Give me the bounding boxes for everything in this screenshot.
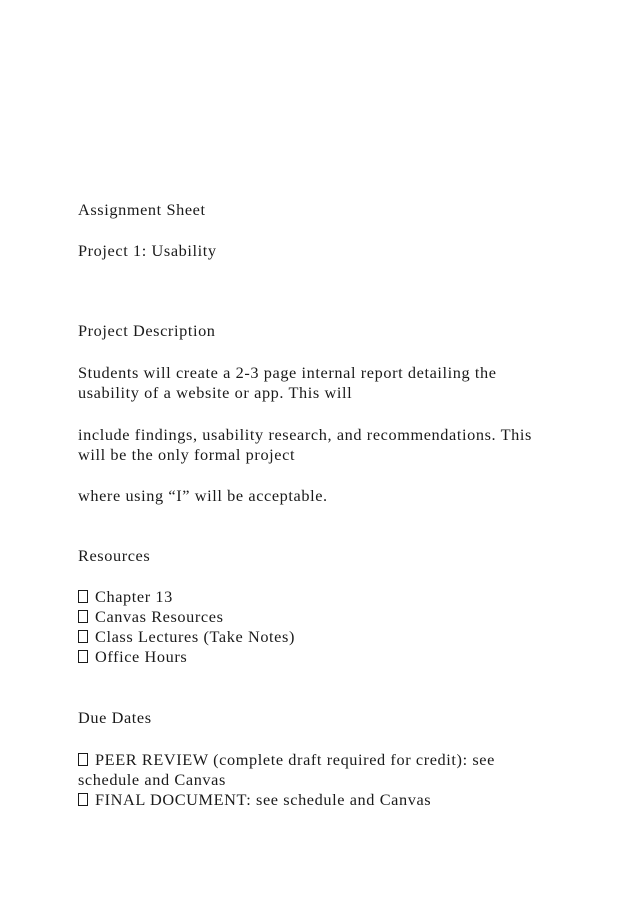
project-title: Project 1: Usability (78, 241, 217, 260)
due-date-item-label: FINAL DOCUMENT: see schedule and Canvas (95, 790, 432, 809)
due-dates-heading: Due Dates (78, 708, 152, 727)
resource-item (78, 587, 173, 607)
description-heading: Project Description (78, 321, 216, 340)
bullet-box-icon (78, 590, 88, 603)
description-line: Students will create a 2-3 page internal report detailing the (78, 363, 497, 382)
description-line: include findings, usability research, and recommendations. This (78, 425, 532, 444)
resources-heading: Resources (78, 546, 151, 565)
due-date-item (78, 790, 431, 810)
resource-item (78, 647, 187, 667)
resource-item-label: Class Lectures (Take Notes) (95, 627, 295, 646)
bullet-box-icon (78, 753, 88, 766)
due-date-item-label: PEER REVIEW (complete draft required for credit): see (95, 750, 495, 769)
description-line: where using “I” will be acceptable. (78, 486, 328, 505)
description-line: will be the only formal project (78, 445, 296, 464)
description-line: usability of a website or app. This will (78, 383, 353, 402)
resource-item-label: Chapter 13 (95, 587, 173, 606)
document-title: Assignment Sheet (78, 200, 206, 219)
resource-item-label: Office Hours (95, 647, 188, 666)
bullet-box-icon (78, 793, 88, 806)
bullet-box-icon (78, 610, 88, 623)
due-date-item (78, 750, 495, 770)
resource-item (78, 607, 224, 627)
due-date-item-continuation: schedule and Canvas (78, 770, 226, 789)
resource-item-label: Canvas Resources (95, 607, 224, 626)
resource-item (78, 627, 295, 647)
bullet-box-icon (78, 650, 88, 663)
bullet-box-icon (78, 630, 88, 643)
